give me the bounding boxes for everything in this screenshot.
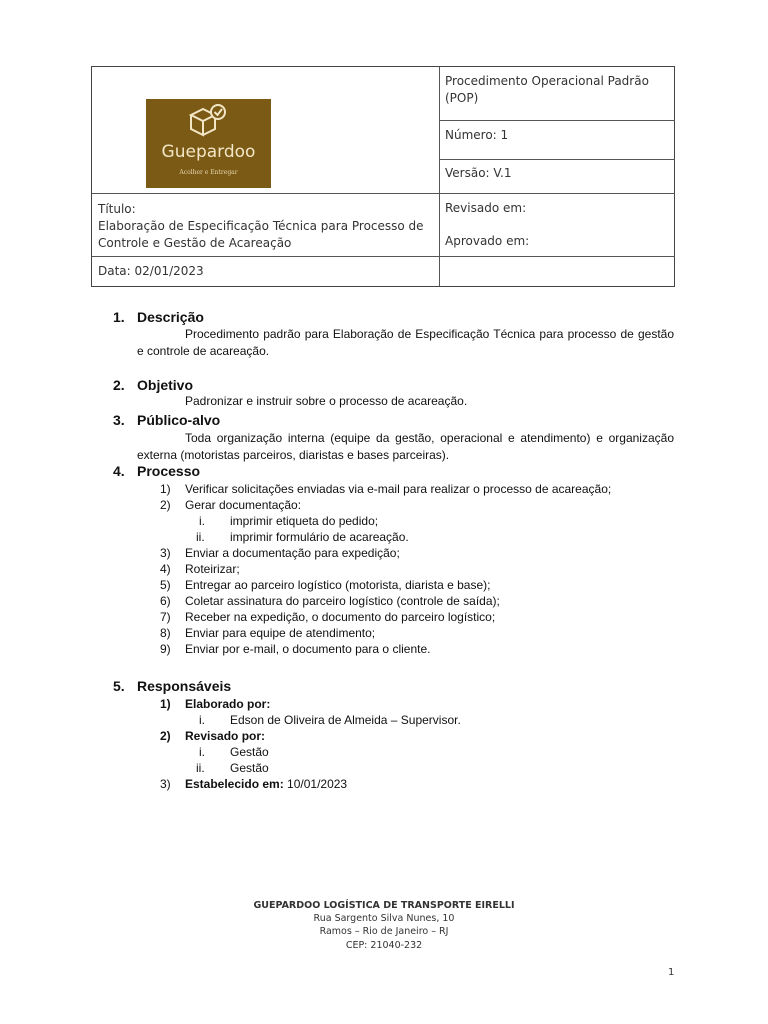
- title-text: Elaboração de Especificação Técnica para Processo de Controle e Gestão de Acareação: [98, 219, 424, 250]
- list-item: Enviar por e-mail, o documento para o cliente.: [185, 642, 431, 656]
- list-item-number: 1): [160, 482, 171, 496]
- doc-number: Número: 1: [445, 128, 509, 142]
- list-item-value: 10/01/2023: [283, 777, 348, 791]
- section-title-objetivo: Objetivo: [137, 377, 194, 393]
- section-number: 3.: [113, 412, 125, 428]
- list-item: Verificar solicitações enviadas via e-mail para realizar o processo de acareação;: [185, 482, 612, 496]
- title-block: [98, 201, 428, 252]
- box-check-icon: [187, 103, 229, 144]
- sublist-item: Edson de Oliveira de Almeida – Supervisor.: [230, 713, 461, 727]
- list-item-label: Estabelecido em:: [185, 777, 284, 791]
- list-item: Entregar ao parceiro logístico (motorista, diarista e base);: [185, 578, 491, 592]
- list-item: Coletar assinatura do parceiro logístico (controle de saída);: [185, 594, 500, 608]
- page-number: 1: [668, 967, 675, 978]
- list-item: Enviar para equipe de atendimento;: [185, 626, 376, 640]
- list-item-number: 2): [160, 498, 171, 512]
- sublist-item: imprimir etiqueta do pedido;: [230, 514, 379, 528]
- list-item-number: 9): [160, 642, 171, 656]
- section-number: 4.: [113, 463, 125, 479]
- list-item-number: 4): [160, 562, 171, 576]
- sublist-item-number: i.: [199, 514, 205, 528]
- list-item-number: 2): [160, 729, 171, 743]
- sublist-item: Gestão: [230, 761, 269, 775]
- footer-company: GUEPARDOO LOGÍSTICA DE TRANSPORTE EIRELLI: [253, 900, 515, 911]
- list-item: Enviar a documentação para expedição;: [185, 546, 400, 560]
- title-label: Título:: [98, 202, 136, 216]
- section-number: 2.: [113, 377, 125, 393]
- logo-name: Guepardoo: [161, 142, 256, 162]
- list-item: Receber na expedição, o documento do parceiro logístico;: [185, 610, 496, 624]
- sublist-item-number: ii.: [196, 761, 205, 775]
- list-item: Roteirizar;: [185, 562, 240, 576]
- revised-label: Revisado em:: [445, 201, 527, 215]
- doc-type: Procedimento Operacional Padrão (POP): [445, 74, 649, 105]
- approved-label: Aprovado em:: [445, 234, 530, 248]
- section-title-responsaveis: Responsáveis: [137, 678, 232, 694]
- doc-version: Versão: V.1: [445, 166, 512, 180]
- date-label: Data: 02/01/2023: [98, 264, 204, 278]
- list-item: Gerar documentação:: [185, 498, 302, 512]
- section-title-processo: Processo: [137, 463, 201, 479]
- company-logo: [146, 99, 271, 188]
- list-item-number: 3): [160, 546, 171, 560]
- sublist-item-number: ii.: [196, 530, 205, 544]
- section-title-publico: Público-alvo: [137, 412, 221, 428]
- list-item-label: Elaborado por:: [185, 697, 271, 711]
- list-item-number: 5): [160, 578, 171, 592]
- list-item-number: 6): [160, 594, 171, 608]
- sublist-item: imprimir formulário de acareação.: [230, 530, 409, 544]
- footer-street: Rua Sargento Silva Nunes, 10: [313, 913, 455, 924]
- list-item: [185, 776, 347, 792]
- list-item-number: 8): [160, 626, 171, 640]
- sublist-item-number: i.: [199, 713, 205, 727]
- list-item-number: 3): [160, 777, 171, 791]
- sublist-item: Gestão: [230, 745, 269, 759]
- list-item-number: 7): [160, 610, 171, 624]
- sublist-item-number: i.: [199, 745, 205, 759]
- descricao-text: Procedimento padrão para Elaboração de Especificação Técnica para processo de gestão e controle de acareação.: [137, 327, 674, 358]
- header-table: [91, 66, 675, 287]
- footer-city: Ramos – Rio de Janeiro – RJ: [319, 926, 449, 937]
- list-item-number: 1): [160, 697, 171, 711]
- objetivo-text: Padronizar e instruir sobre o processo de acareação.: [185, 394, 468, 408]
- logo-tagline: Acolher e Entregar: [179, 169, 238, 176]
- list-item-label: Revisado por:: [185, 729, 266, 743]
- publico-text: Toda organização interna (equipe da gestão, operacional e atendimento) e organização externa (motoristas parceiros, diaristas e bases parceiras).: [137, 431, 674, 462]
- section-number: 5.: [113, 678, 125, 694]
- section-number: 1.: [113, 309, 125, 325]
- footer-cep: CEP: 21040-232: [345, 940, 423, 951]
- section-title-descricao: Descrição: [137, 309, 204, 325]
